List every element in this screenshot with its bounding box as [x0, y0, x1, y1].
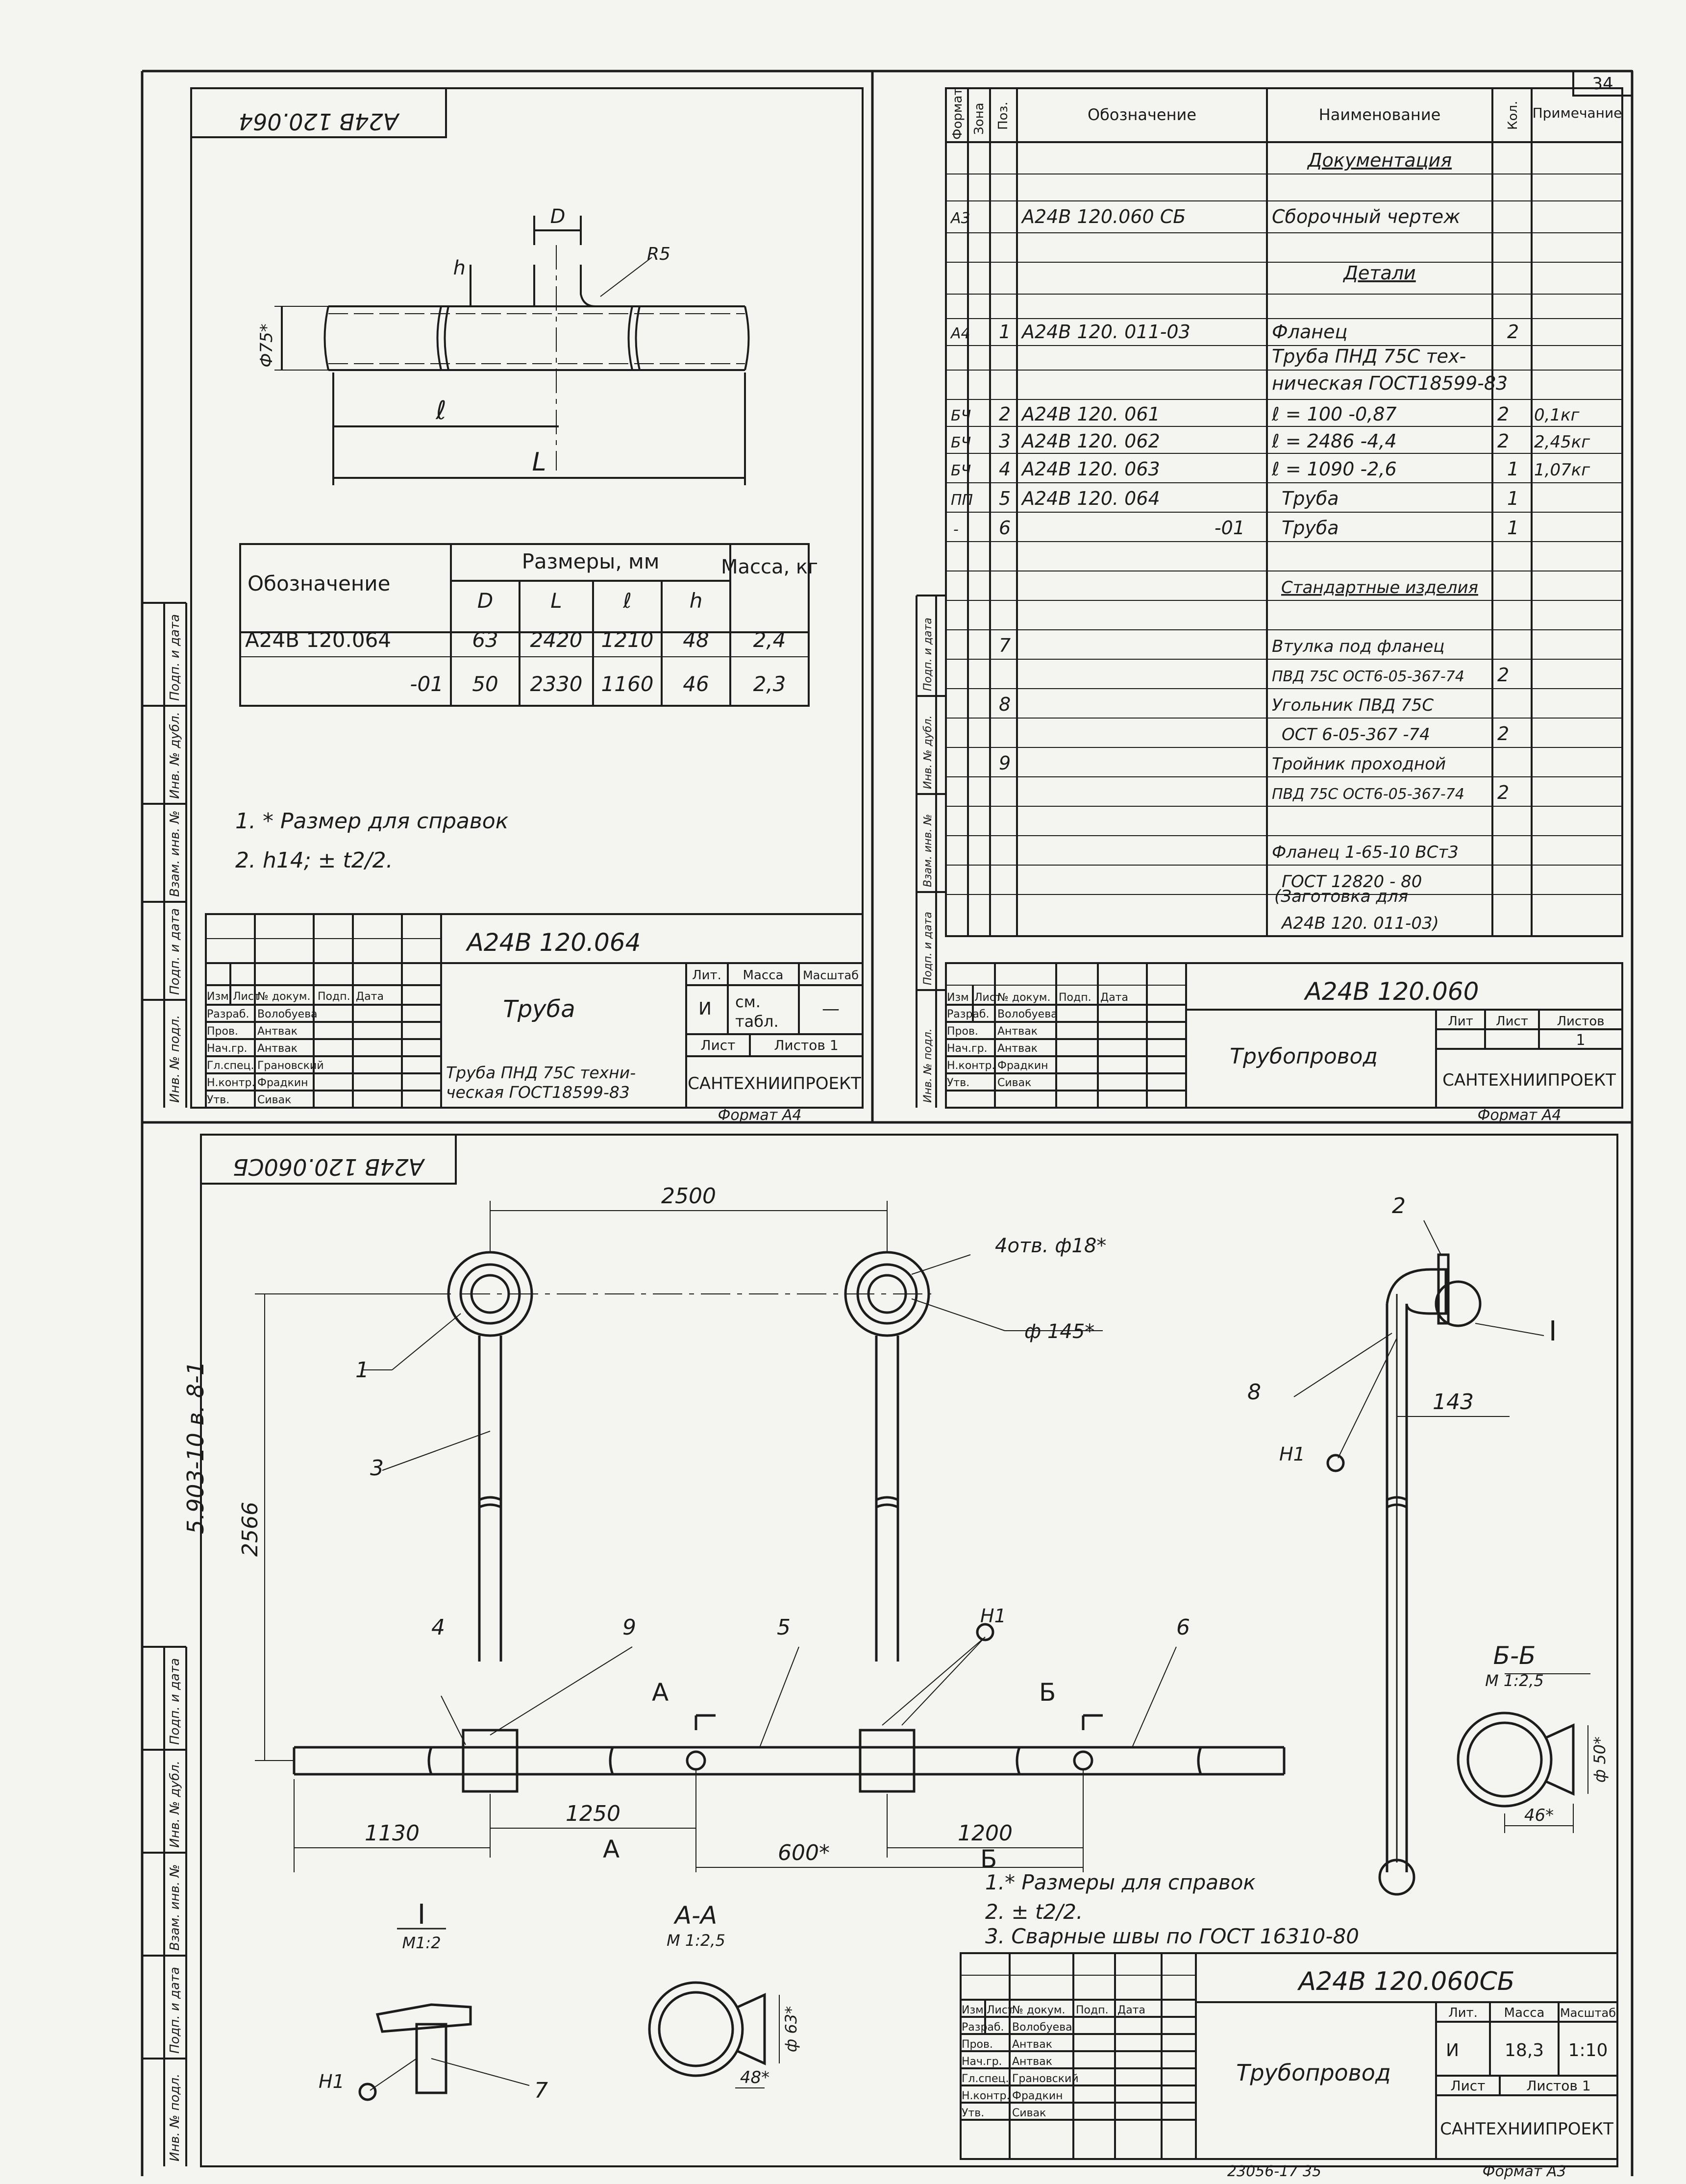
spec-row-1-name: Сборочный чертеж: [1272, 206, 1461, 227]
spec-tb-role-1: Пров.: [947, 1025, 978, 1038]
spec-row-5-name: ническая ГОСТ18599-83: [1272, 372, 1508, 394]
pipe-tb-mass-h: Масса: [743, 968, 784, 983]
spec-side-5: Подп. и дата: [922, 618, 934, 691]
pipe-tb-person-3: Грановский: [257, 1060, 324, 1072]
pipe-dim-l-long: L: [532, 447, 546, 477]
spec-row-8-qty: 1: [1507, 458, 1519, 480]
assembly-tb-sheets-h: Листов 1: [1526, 2078, 1591, 2094]
spec-side-1: Инв. № подл.: [922, 1028, 934, 1103]
pipe-tb-material-2: ческая ГОСТ18599-83: [446, 1083, 630, 1102]
spec-tb-person-2: Антвак: [997, 1042, 1038, 1055]
spec-tb-person-3: Фрадкин: [997, 1060, 1048, 1072]
pipe-dim-r: R5: [647, 244, 670, 264]
spec-row-14-pos: 7: [999, 635, 1011, 656]
pipe-tb-lit: И: [698, 999, 712, 1019]
spec-tb-sheet-h: Лист: [1496, 1014, 1528, 1029]
spec-row-12-name: Стандартные изделия: [1281, 578, 1479, 597]
spec-tb-lit-h: Лит: [1448, 1014, 1473, 1029]
section-bb-title: Б-Б: [1493, 1641, 1536, 1670]
pipe-tb-material-1: Труба ПНД 75С техни-: [446, 1063, 636, 1082]
pipe-table-row1-c4: 48: [683, 628, 709, 652]
spec-row-3-name: Фланец: [1272, 321, 1348, 343]
pipe-tb-sheets-h: Листов 1: [774, 1037, 839, 1053]
pipe-tb-head-4: Дата: [356, 991, 384, 1003]
assembly-tb-name: Трубопровод: [1236, 2060, 1391, 2086]
spec-tb-person-0: Волобуева: [997, 1008, 1058, 1020]
assembly-tb-person-1: Антвак: [1012, 2038, 1052, 2051]
spec-row-8-name: ℓ = 1090 -2,6: [1272, 458, 1397, 480]
spec-row-17-qty: 2: [1497, 723, 1510, 745]
assembly-stamp-no: 23056-17 35: [1227, 2163, 1322, 2180]
side-label-4: Инв. № дубл.: [168, 712, 182, 799]
spec-row-10-pos: 6: [999, 517, 1011, 539]
section-b-mark: Б: [1039, 1678, 1056, 1707]
pos-5: 5: [777, 1615, 791, 1640]
assembly-tb-org: САНТЕХНИИПРОЕКТ: [1440, 2119, 1613, 2139]
spec-row-7-note: 2,45кг: [1534, 432, 1590, 452]
pipe-tb-head-0: Изм: [207, 991, 229, 1003]
section-bb-dim: 46*: [1524, 1806, 1554, 1825]
spec-row-10-qty: 1: [1507, 517, 1519, 539]
side-label-b4: Инв. № дубл.: [168, 1761, 182, 1848]
pipe-tb-head-2: № докум.: [257, 991, 311, 1003]
assembly-note-1: 1.* Размеры для справок: [985, 1870, 1256, 1894]
page-number: 34: [1592, 74, 1613, 94]
pipe-tb-mass-2: табл.: [735, 1012, 779, 1031]
spec-row-6-format: БЧ: [951, 407, 971, 424]
assembly-tb-scale: 1:10: [1568, 2040, 1608, 2060]
spec-row-2-name: Детали: [1343, 262, 1416, 284]
pipe-dim-h: h: [453, 257, 466, 279]
spec-tb-role-0: Разраб.: [947, 1008, 990, 1020]
pipe-table-row1-c5: 2,4: [753, 628, 786, 652]
pos-1: 1: [355, 1358, 369, 1383]
spec-row-24-name: А24В 120. 011-03): [1282, 914, 1439, 933]
spec-tb-org: САНТЕХНИИПРОЕКТ: [1442, 1070, 1616, 1090]
spec-row-7-name: ℓ = 2486 -4,4: [1272, 430, 1397, 452]
spec-tb-person-1: Антвак: [997, 1025, 1038, 1038]
pos-6: 6: [1176, 1615, 1190, 1640]
spec-row-8-designation: А24В 120. 063: [1022, 458, 1160, 480]
side-label-3: Взам. инв. №: [168, 810, 182, 897]
pipe-note-1: 1. * Размер для справок: [235, 809, 509, 834]
spec-tb-person-4: Сивак: [997, 1077, 1032, 1089]
assembly-tb-role-2: Нач.гр.: [962, 2056, 1002, 2068]
pipe-table-row1-c1: 63: [472, 628, 498, 652]
weld-h1-c: Н1: [319, 2071, 345, 2092]
pipe-table-row2-c0: -01: [410, 672, 444, 696]
pipe-tb-head-3: Подп.: [318, 991, 350, 1003]
spec-row-1-designation: А24В 120.060 СБ: [1022, 206, 1186, 227]
spec-row-6-qty: 2: [1497, 403, 1510, 425]
pipe-table-row1-c2: 2420: [530, 628, 583, 652]
spec-h-format: Формат: [950, 88, 965, 140]
weld-h1-b: Н1: [1279, 1443, 1305, 1465]
assembly-tb-mass-h: Масса: [1504, 2006, 1545, 2020]
assembly-tb-person-4: Фрадкин: [1012, 2090, 1063, 2102]
spec-row-17-name: ОСТ 6-05-367 -74: [1282, 725, 1430, 745]
pipeline-sketch: [255, 1201, 1544, 1894]
spec-row-18-pos: 9: [999, 752, 1011, 774]
pipe-table-row1-c0: А24В 120.064: [245, 628, 392, 652]
spec-row-9-name: Труба: [1282, 488, 1339, 509]
spec-row-16-pos: 8: [999, 694, 1011, 715]
assembly-tb-sheet-h: Лист: [1450, 2078, 1486, 2094]
pipe-drawing: [191, 88, 863, 1124]
spec-tb-code: А24В 120.060: [1305, 977, 1479, 1006]
spec-row-19-name: ПВД 75С ОСТ6-05-367-74: [1272, 786, 1464, 803]
assembly-tb-code: А24В 120.060СБ: [1298, 1967, 1515, 1996]
pos-4: 4: [431, 1615, 445, 1640]
pipe-dim-d: D: [550, 205, 566, 228]
pipe-table-row2-c3: 1160: [601, 672, 654, 696]
pipe-dim-dia: Ф75*: [257, 323, 276, 368]
pipe-tb-scale-h: Масштаб: [802, 968, 859, 982]
assembly-tb-head-1: Лист: [987, 2004, 1014, 2016]
spec-side-2: Подп. и дата: [922, 912, 934, 985]
side-label-5: Подп. и дата: [168, 614, 182, 701]
side-label-b1: Инв. № подл.: [168, 2073, 182, 2161]
assembly-stamp-top: А24В 120.060СБ: [232, 1154, 424, 1180]
pipe-tb-org: САНТЕХНИИПРОЕКТ: [688, 1074, 861, 1093]
assembly-tb-scale-h: Масштаб: [1560, 2006, 1616, 2020]
pos-3: 3: [370, 1456, 384, 1481]
assembly-tb-role-4: Н.контр.: [962, 2090, 1010, 2102]
side-label-b5: Подп. и дата: [168, 1658, 182, 1745]
spec-row-14-name: Втулка под фланец: [1272, 637, 1445, 656]
spec-side-3: Взам. инв. №: [922, 814, 934, 887]
pipe-table-row1-c3: 1210: [601, 628, 654, 652]
spec-row-18-name: Тройник проходной: [1272, 754, 1446, 774]
spec-tb-role-2: Нач.гр.: [947, 1042, 988, 1055]
section-bb-scale: М 1:2,5: [1485, 1671, 1544, 1690]
pipe-dim-l-short: ℓ: [436, 396, 446, 425]
section-a-mark-2: А: [603, 1835, 620, 1863]
pipe-tb-code: А24В 120.064: [467, 928, 641, 957]
pipe-tb-scale: —: [822, 999, 840, 1019]
spec-h-qty: Кол.: [1506, 100, 1520, 130]
spec-format: Формат А4: [1477, 1107, 1562, 1124]
assembly-format: Формат А3: [1482, 2163, 1566, 2180]
view-i-title: I: [417, 1899, 426, 1931]
spec-row-9-pos: 5: [999, 488, 1011, 509]
callout-holes: 4отв. ф18*: [995, 1235, 1107, 1257]
spec-row-9-format: ПП: [951, 492, 973, 509]
pos-2: 2: [1392, 1193, 1406, 1218]
view-i-detail: [360, 2005, 529, 2100]
assembly-tb-person-5: Сивак: [1012, 2107, 1046, 2119]
dim-vert: 2566: [238, 1502, 263, 1557]
pipe-table-row2-c5: 2,3: [753, 672, 786, 696]
spec-tb-sheets-h: Листов: [1557, 1014, 1605, 1029]
pipe-tb-person-5: Сивак: [257, 1094, 292, 1106]
pipe-tb-person-1: Антвак: [257, 1025, 298, 1038]
section-a-mark: А: [652, 1678, 669, 1707]
sheet-series: 5.903-10 в. 8-1: [182, 1361, 209, 1534]
assembly-tb-lit-h: Лит.: [1448, 2006, 1478, 2020]
side-label-b2: Подп. и дата: [168, 1966, 182, 2054]
pipe-format: Формат А4: [718, 1107, 802, 1124]
pipe-tb-person-2: Антвак: [257, 1042, 298, 1055]
spec-tb-role-3: Н.контр.: [947, 1060, 995, 1072]
spec-row-3-format: А4: [951, 325, 970, 342]
dim-1250: 1250: [566, 1801, 620, 1826]
spec-row-3-qty: 2: [1507, 321, 1519, 343]
pipe-table-col-h: h: [689, 589, 703, 613]
spec-row-21-name: Фланец 1-65-10 ВСт3: [1272, 843, 1459, 862]
pipe-table-h-dims: Размеры, мм: [521, 549, 660, 573]
spec-tb-role-4: Утв.: [947, 1077, 970, 1089]
spec-row-16-name: Угольник ПВД 75С: [1272, 695, 1434, 715]
spec-row-1-format: А3: [951, 210, 970, 227]
side-label-b3: Взам. инв. №: [168, 1864, 182, 1951]
assembly-note-2: 2. ± t2/2.: [985, 1900, 1083, 1924]
pipe-tb-person-0: Волобуева: [257, 1008, 318, 1020]
dim-1200: 1200: [958, 1821, 1013, 1846]
dim-143: 143: [1433, 1390, 1474, 1415]
spec-row-10-name: Труба: [1282, 517, 1339, 539]
spec-side-4: Инв. № дубл.: [922, 715, 934, 789]
assembly-tb-mass: 18,3: [1504, 2040, 1544, 2060]
assembly-tb-person-0: Волобуева: [1012, 2021, 1072, 2034]
spec-row-22-name: ГОСТ 12820 - 80: [1282, 872, 1422, 892]
side-label-1: Инв. № подл.: [168, 1015, 182, 1103]
assembly-tb-head-2: № докум.: [1012, 2004, 1066, 2016]
spec-row-15-name: ПВД 75С ОСТ6-05-367-74: [1272, 668, 1464, 685]
dim-1130: 1130: [365, 1821, 420, 1846]
pipe-table-row2-c2: 2330: [530, 672, 583, 696]
spec-row-0-name: Документация: [1307, 149, 1452, 171]
weld-h1-a: Н1: [980, 1605, 1006, 1627]
pipe-tb-sheet-h: Лист: [700, 1037, 736, 1053]
section-b-mark-2: Б: [980, 1845, 997, 1873]
pos-9: 9: [622, 1615, 636, 1640]
section-aa-title: А-А: [674, 1901, 718, 1930]
assembly-drawing: [182, 1135, 1617, 2180]
pipe-tb-mass-1: см.: [735, 993, 761, 1011]
spec-row-4-name: Труба ПНД 75С тех-: [1272, 346, 1466, 367]
assembly-tb-head-3: Подп.: [1076, 2004, 1109, 2016]
spec-row-19-qty: 2: [1497, 782, 1510, 803]
spec-tb-name: Трубопровод: [1230, 1044, 1378, 1069]
spec-tb-sheets: 1: [1576, 1032, 1586, 1049]
spec-table-grid: [917, 88, 1622, 1108]
pipe-tb-role-3: Гл.спец.: [207, 1060, 254, 1072]
section-aa-dia: ф 63*: [782, 2006, 800, 2053]
spec-row-3-designation: А24В 120. 011-03: [1022, 321, 1190, 343]
spec-row-6-pos: 2: [999, 403, 1011, 425]
dim-top: 2500: [661, 1184, 716, 1209]
spec-row-8-format: БЧ: [951, 462, 971, 479]
spec-row-9-designation: А24В 120. 064: [1022, 488, 1160, 509]
spec-row-6-name: ℓ = 100 -0,87: [1272, 403, 1397, 425]
spec-row-6-note: 0,1кг: [1534, 405, 1580, 425]
spec-row-10-designation: -01: [1214, 517, 1245, 539]
spec-row-7-pos: 3: [999, 430, 1011, 452]
spec-row-3-pos: 1: [999, 321, 1011, 343]
spec-tb-head-2: № докум.: [997, 992, 1051, 1004]
spec-h-note: Примечание: [1532, 105, 1622, 121]
spec-row-15-qty: 2: [1497, 664, 1510, 686]
section-bb-dia: ф 50*: [1590, 1736, 1609, 1783]
section-aa-scale: М 1:2,5: [667, 1931, 725, 1950]
spec-h-designation: Обозначение: [1087, 105, 1197, 124]
pipe-table-col-d: D: [477, 589, 494, 613]
assembly-tb-role-1: Пров.: [962, 2038, 993, 2051]
pipe-table-row2-c1: 50: [472, 672, 498, 696]
assembly-tb-head-0: Изм: [962, 2004, 984, 2016]
pipe-tb-role-4: Н.контр.: [207, 1077, 255, 1089]
spec-row-8-note: 1,07кг: [1534, 460, 1590, 480]
spec-h-name: Наименование: [1318, 105, 1441, 124]
assembly-tb-head-4: Дата: [1117, 2004, 1145, 2016]
pipe-note-2: 2. h14; ± t2/2.: [235, 848, 393, 873]
pipe-stamp-top: А24В 120.064: [238, 108, 399, 135]
pipe-table-row2-c4: 46: [683, 672, 709, 696]
pipe-tb-head-1: Лист: [233, 991, 260, 1003]
spec-h-pos: Поз.: [996, 101, 1011, 130]
spec-tb-head-1: Лист: [974, 992, 1002, 1004]
assembly-tb-lit: И: [1446, 2040, 1459, 2060]
pipe-table-h-designation: Обозначение: [248, 571, 391, 596]
assembly-tb-person-3: Грановский: [1012, 2073, 1079, 2085]
spec-row-8-pos: 4: [999, 458, 1011, 480]
dim-600: 600*: [778, 1840, 830, 1865]
pipe-tb-role-5: Утв.: [207, 1094, 230, 1106]
spec-row-7-qty: 2: [1497, 430, 1510, 452]
pipe-table-col-ls: ℓ: [623, 589, 632, 613]
spec-tb-head-3: Подп.: [1059, 992, 1091, 1004]
spec-row-23-name: (Заготовка для: [1274, 887, 1409, 906]
spec-row-7-format: БЧ: [951, 434, 971, 451]
section-aa-dim: 48*: [740, 2068, 770, 2087]
pos-8: 8: [1247, 1380, 1261, 1405]
view-i-scale: М1:2: [402, 1934, 441, 1952]
pipe-tb-name: Труба: [503, 995, 575, 1023]
pipe-sketch: [274, 216, 749, 485]
view-i-mark: I: [1549, 1315, 1557, 1347]
pipe-tb-role-2: Нач.гр.: [207, 1042, 248, 1055]
pipe-table-h-mass: Масса, кг: [720, 556, 818, 578]
spec-tb-head-0: Изм: [947, 992, 969, 1004]
pos-7: 7: [534, 2078, 548, 2103]
assembly-tb-person-2: Антвак: [1012, 2056, 1052, 2068]
assembly-tb-role-0: Разраб.: [962, 2021, 1004, 2034]
callout-dia: ф 145*: [1024, 1320, 1095, 1343]
pipe-table-col-l: L: [550, 589, 562, 613]
spec-tb-head-4: Дата: [1100, 992, 1128, 1004]
pipe-tb-lit-h: Лит.: [692, 968, 721, 983]
spec-sheet: [917, 88, 1622, 1124]
spec-row-7-designation: А24В 120. 062: [1022, 430, 1160, 452]
pipe-tb-role-1: Пров.: [207, 1025, 238, 1038]
side-label-2: Подп. и дата: [168, 908, 182, 995]
spec-h-zone: Зона: [972, 102, 987, 135]
spec-row-6-designation: А24В 120. 061: [1022, 403, 1160, 425]
pipe-tb-person-4: Фрадкин: [257, 1077, 308, 1089]
spec-row-10-format: -: [953, 521, 959, 538]
assembly-tb-role-3: Гл.спец.: [962, 2073, 1009, 2085]
assembly-note-3: 3. Сварные швы по ГОСТ 16310-80: [985, 1924, 1359, 1948]
assembly-tb-role-5: Утв.: [962, 2107, 985, 2119]
pipe-tb-role-0: Разраб.: [207, 1008, 249, 1020]
spec-row-9-qty: 1: [1507, 488, 1519, 509]
